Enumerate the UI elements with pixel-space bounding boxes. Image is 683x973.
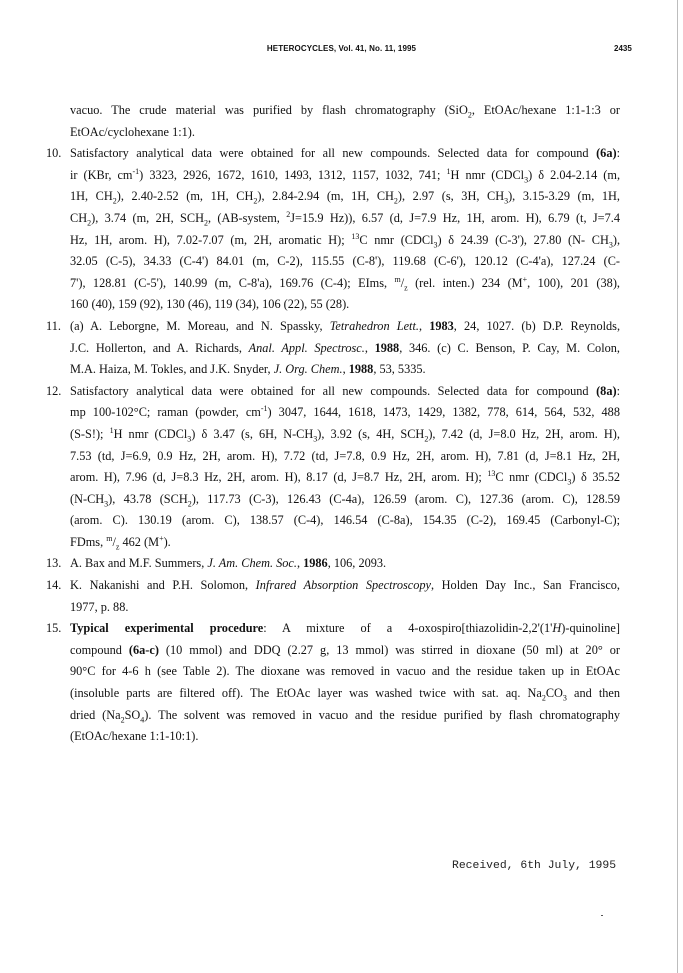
text-line: 160 (40), 159 (92), 130 (46), 119 (34), 106 (22), 55 (28). bbox=[70, 297, 350, 312]
page-number: 2435 bbox=[614, 44, 632, 53]
text-line: J.C. Hollerton, and A. Richards, Anal. Appl. Spectrosc., 1988, 346. (c) C. Benson, P. Cay, M. Colon, bbox=[70, 340, 620, 355]
note-number: 11. bbox=[46, 318, 61, 333]
note-number: 13. bbox=[46, 556, 62, 571]
text-line: ir (KBr, $cm^{-1}$) 3323, 2926, 1672, 1610, 1493, 1312, 1157, 1032, 741; $^1$H nmr (CDCl$_3$) δ 2.04-2.14 (m, bbox=[70, 166, 621, 185]
text-line: vacuo. The crude material was purified by flash chromatography (SiO$_2$, EtOAc/hexane 1:1-1:3 or bbox=[70, 103, 620, 120]
text-line: (S-S!); $^1$H nmr (CDCl$_3$) δ 3.47 (s, 6H, $N-CH_3$), 3.92 (s, 4H, $SCH_2$), 7.42 (d, J=8.0 Hz, 2H, arom. H), bbox=[70, 425, 620, 444]
text-line: FDms, $^m/_z$ 462 (M+). bbox=[70, 533, 171, 552]
continuation-paragraph bbox=[0, 100, 620, 143]
text-line: A. Bax and M.F. Summers, J. Am. Chem. Soc., 1986, 106, 2093. bbox=[70, 556, 387, 571]
note-number: 14. bbox=[46, 578, 62, 593]
text-line: M.A. Haiza, M. Tokles, and J.K. Snyder, J. Org. Chem., 1988, 53, 5335. bbox=[70, 362, 426, 377]
text-line: $CH_2$), 3.74 (m, 2H, $SCH_2$, (AB-system, $^2$J=15.9 Hz)), 6.57 (d, J=7.9 Hz, 1H, arom. H), 6.79 (t, J=7.4 bbox=[70, 209, 620, 228]
text-line: K. Nakanishi and P.H. Solomon, Infrared Absorption Spectroscopy, Holden Day Inc., San Francisco, bbox=[70, 578, 620, 593]
text-line: (a) A. Leborgne, M. Moreau, and N. Spassky, Tetrahedron Lett., 1983, 24, 1027. (b) D.P. Reynolds, bbox=[70, 318, 621, 333]
note-number: 15. bbox=[46, 621, 62, 636]
note-number: 12. bbox=[46, 383, 62, 398]
text-line: arom. H), 7.96 (d, J=8.3 Hz, 2H, arom. H), 8.17 (d, J=8.7 Hz, 2H, arom. H); $^{13}$C nmr (CDCl$_3$) δ 35.52 bbox=[70, 469, 620, 487]
text-line: 7'), 128.81 (C-5'), 140.99 (m, C-8'a), 169.76 (C-4); EIms, $^m/_z$ (rel. inten.) 234 (M+, 100), 201 (38), bbox=[70, 274, 620, 293]
text-line: Hz, 1H, arom. H), 7.02-7.07 (m, 2H, aromatic H); $^{13}$C nmr (CDCl$_3$) δ 24.39 (C-3'), 27.80 (N- $CH_3$), bbox=[70, 231, 621, 250]
text-line: 90°C for 4-6 h (see Table 2). The dioxane was removed in vacuo and the residue taken up in EtOAc bbox=[70, 664, 620, 679]
text-line: (EtOAc/hexane 1:1-10:1). bbox=[70, 729, 199, 744]
note-11 bbox=[0, 316, 620, 381]
text-line: Typical experimental procedure: A mixture of a 4-oxospiro[thiazolidin-2,2'(1'H)-quinoline] bbox=[70, 621, 620, 636]
text-line: dried $(Na_2SO_4)$. The solvent was removed in vacuo and the residue purified by flash chromatography bbox=[70, 707, 621, 725]
journal-citation: HETEROCYCLES, Vol. 41, No. 11, 1995 bbox=[266, 44, 417, 53]
text-line: Satisfactory analytical data were obtained for all new compounds. Selected data for compound (6a): bbox=[70, 146, 620, 161]
text-line: 1H, $CH_2$), 2.40-2.52 (m, 1H, $CH_2$), 2.84-2.94 (m, 1H, $CH_2$), 2.97 (s, 3H, $CH_3$), 3.15-3.29 (m, 1H, bbox=[70, 189, 620, 206]
text-line: 1977, p. 88. bbox=[70, 599, 129, 614]
text-line: $(N-CH_3)$, 43.78 $(SCH_2)$, 117.73 (C-3), 126.43 (C-4a), 126.59 (arom. C), 127.36 (arom. C), 128.59 bbox=[70, 491, 620, 509]
text-line: (arom. C). 130.19 (arom. C), 138.57 (C-4), 146.54 (C-8a), 154.35 (C-2), 169.45 (Carbonyl-C); bbox=[70, 513, 620, 528]
scan-speck bbox=[601, 915, 603, 916]
note-13 bbox=[0, 553, 620, 575]
note-14 bbox=[0, 575, 620, 618]
received-date: Received, 6th July, 1995 bbox=[452, 860, 617, 872]
note-15 bbox=[0, 618, 620, 748]
text-line: 7.53 (td, J=6.9, 0.9 Hz, 2H, arom. H), 7.72 (td, J=7.8, 0.9 Hz, 2H, arom. H), 7.81 (d, J=8.1 Hz, 2H, bbox=[70, 448, 620, 463]
text-line: mp 100-102°C; raman (powder, $cm^{-1}$) 3047, 1644, 1618, 1473, 1429, 1382, 778, 614, 564, 532, 488 bbox=[70, 404, 620, 420]
text-line: 32.05 (C-5), 34.33 (C-4') 84.01 (m, C-2), 115.55 (C-8'), 119.68 (C-6'), 120.12 (C-4'a), 127.24 (C- bbox=[70, 254, 620, 269]
text-line: (insoluble parts are filtered off). The EtOAc layer was washed twice with sat. aq. $Na_2CO_3$ and then bbox=[70, 686, 621, 703]
notes-list bbox=[0, 143, 683, 748]
note-number: 10. bbox=[46, 146, 62, 161]
notes-body bbox=[0, 100, 683, 748]
text-line: compound (6a-c) (10 mmol) and DDQ (2.27 g, 13 mmol) was stirred in dioxane (50 ml) at 20° or bbox=[70, 642, 620, 657]
note-10 bbox=[0, 143, 620, 316]
text-line: Satisfactory analytical data were obtained for all new compounds. Selected data for compound (8a): bbox=[70, 383, 620, 398]
running-header bbox=[0, 44, 683, 58]
text-line: EtOAc/cyclohexane 1:1). bbox=[70, 124, 195, 139]
note-12 bbox=[0, 381, 620, 554]
